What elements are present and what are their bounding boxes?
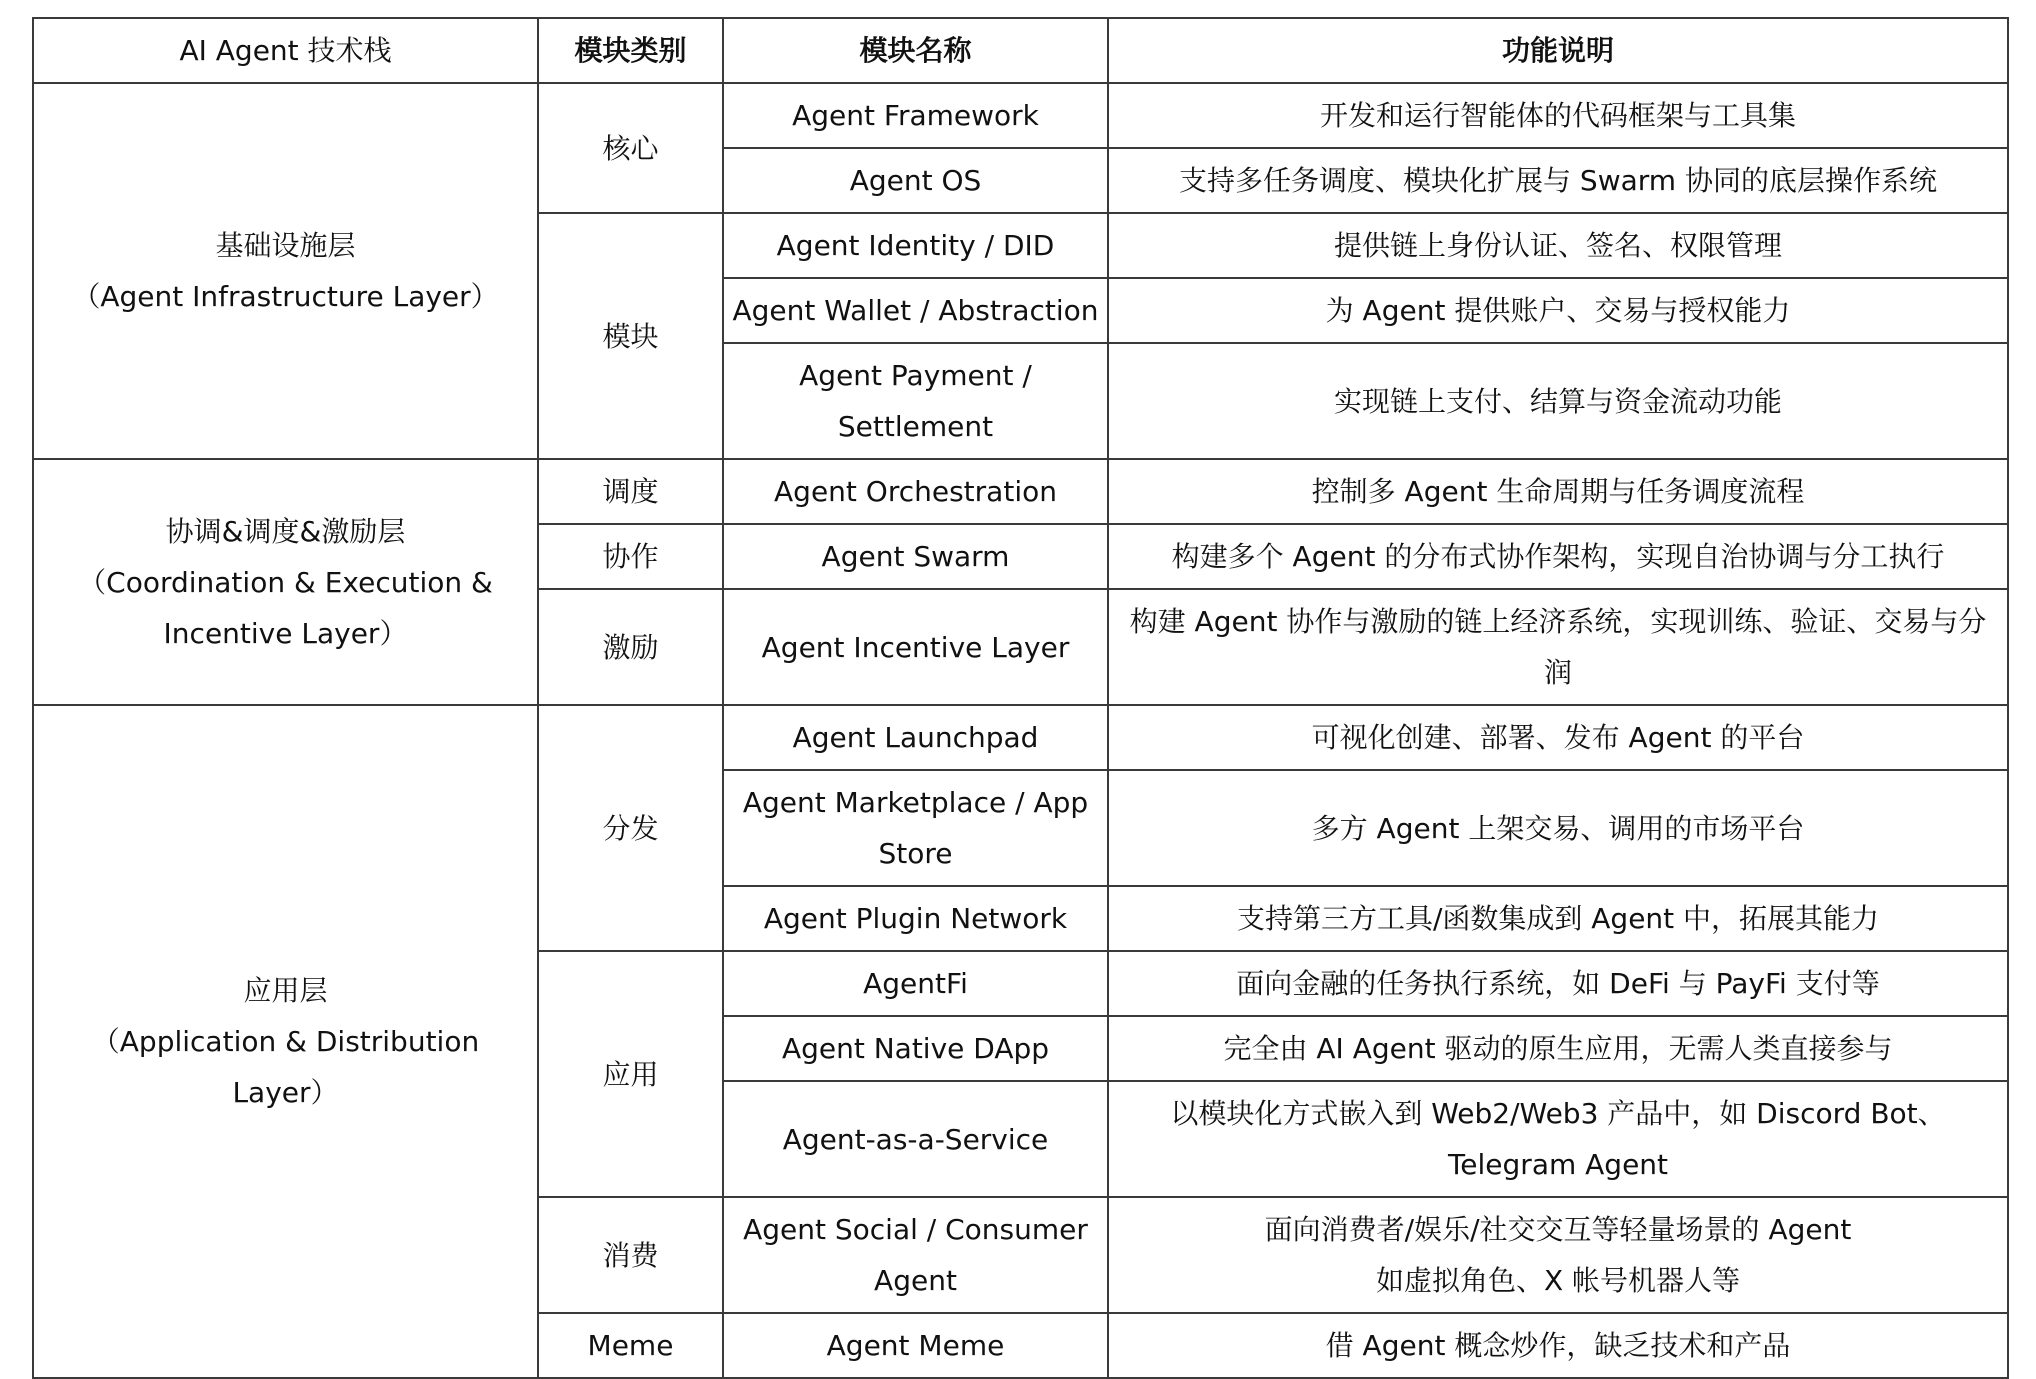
module-description: 控制多 Agent 生命周期与任务调度流程: [1108, 459, 2008, 524]
layer-name: 基础设施层: [215, 229, 356, 262]
header-category: 模块类别: [538, 18, 723, 83]
module-name: Agent Marketplace / App Store: [723, 770, 1108, 886]
module-name: Agent Meme: [723, 1313, 1108, 1378]
module-name: Agent Incentive Layer: [723, 589, 1108, 705]
description-line: 面向消费者/娱乐/社交交互等轻量场景的 Agent: [1264, 1213, 1852, 1246]
category-consumer: 消费: [538, 1197, 723, 1313]
layer-english: （Application & Distribution Layer）: [91, 1025, 480, 1109]
module-name: Agent Wallet / Abstraction: [723, 278, 1108, 343]
module-description: 为 Agent 提供账户、交易与授权能力: [1108, 278, 2008, 343]
category-scheduling: 调度: [538, 459, 723, 524]
module-name: Agent Swarm: [723, 524, 1108, 589]
module-name: Agent Plugin Network: [723, 886, 1108, 951]
layer-coordination: [33, 459, 538, 705]
module-description: 多方 Agent 上架交易、调用的市场平台: [1108, 770, 2008, 886]
category-incentive: 激励: [538, 589, 723, 705]
layer-name: 协调&调度&激励层: [165, 514, 406, 548]
module-description: 完全由 AI Agent 驱动的原生应用，无需人类直接参与: [1108, 1016, 2008, 1081]
header-name: 模块名称: [723, 18, 1108, 83]
module-description: 支持多任务调度、模块化扩展与 Swarm 协同的底层操作系统: [1108, 148, 2008, 213]
table-row: [33, 459, 2008, 524]
module-description: 可视化创建、部署、发布 Agent 的平台: [1108, 705, 2008, 770]
module-description: 以模块化方式嵌入到 Web2/Web3 产品中，如 Discord Bot、Telegram Agent: [1108, 1081, 2008, 1197]
layer-english-cont: Incentive Layer）: [163, 616, 408, 650]
layer-infrastructure: [33, 83, 538, 459]
module-name: Agent Payment / Settlement: [723, 343, 1108, 459]
layer-name: 应用层: [243, 974, 328, 1007]
category-module: 模块: [538, 213, 723, 459]
module-description: 提供链上身份认证、签名、权限管理: [1108, 213, 2008, 278]
module-description: [1108, 1197, 2008, 1313]
module-name: Agent Launchpad: [723, 705, 1108, 770]
category-core: 核心: [538, 83, 723, 213]
module-name: Agent-as-a-Service: [723, 1081, 1108, 1197]
layer-english: （Coordination & Execution &: [78, 565, 493, 599]
module-description: 实现链上支付、结算与资金流动功能: [1108, 343, 2008, 459]
module-name: AgentFi: [723, 951, 1108, 1016]
description-line: 如虚拟角色、X 帐号机器人等: [1375, 1264, 1741, 1297]
header-stack: AI Agent 技术栈: [33, 18, 538, 83]
module-description: 借 Agent 概念炒作，缺乏技术和产品: [1108, 1313, 2008, 1378]
module-name: Agent Native DApp: [723, 1016, 1108, 1081]
module-description: 面向金融的任务执行系统，如 DeFi 与 PayFi 支付等: [1108, 951, 2008, 1016]
module-name: Agent Social / Consumer Agent: [723, 1197, 1108, 1313]
table-row: [33, 83, 2008, 148]
header-description: 功能说明: [1108, 18, 2008, 83]
module-description: 支持第三方工具/函数集成到 Agent 中，拓展其能力: [1108, 886, 2008, 951]
module-description: 构建 Agent 协作与激励的链上经济系统，实现训练、验证、交易与分润: [1108, 589, 2008, 705]
category-application: 应用: [538, 951, 723, 1197]
module-description: 开发和运行智能体的代码框架与工具集: [1108, 83, 2008, 148]
ai-agent-stack-table: [32, 17, 2009, 1379]
header-row: [33, 18, 2008, 83]
category-distribution: 分发: [538, 705, 723, 951]
table-row: [33, 705, 2008, 770]
module-description: 构建多个 Agent 的分布式协作架构，实现自治协调与分工执行: [1108, 524, 2008, 589]
category-meme: Meme: [538, 1313, 723, 1378]
module-name: Agent Framework: [723, 83, 1108, 148]
layer-application: [33, 705, 538, 1378]
module-name: Agent OS: [723, 148, 1108, 213]
module-name: Agent Orchestration: [723, 459, 1108, 524]
category-collaboration: 协作: [538, 524, 723, 589]
module-name: Agent Identity / DID: [723, 213, 1108, 278]
layer-english: （Agent Infrastructure Layer）: [72, 280, 499, 313]
